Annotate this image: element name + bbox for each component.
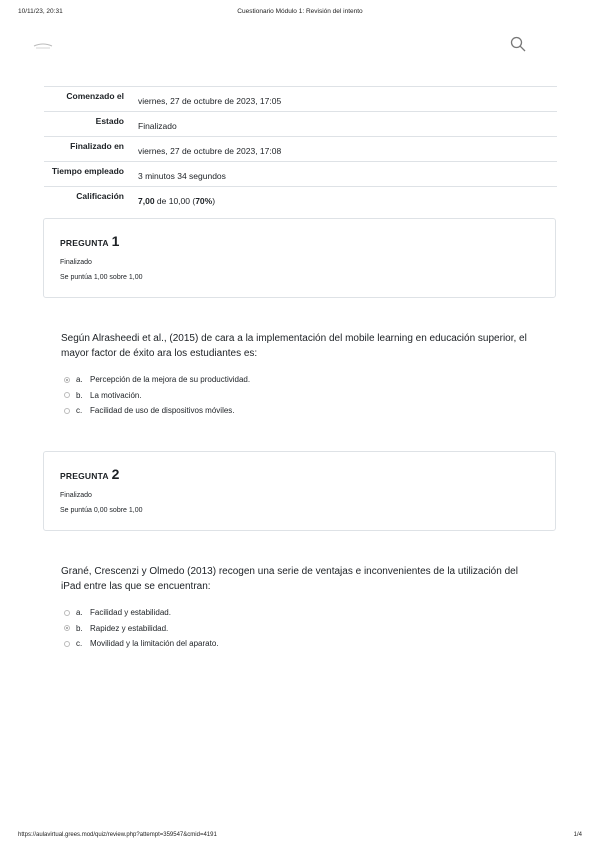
answer-letter: a. — [76, 375, 83, 385]
summary-row-started — [44, 86, 557, 112]
question-number: 1 — [111, 233, 120, 249]
print-header — [18, 8, 582, 20]
print-page-title: Cuestionario Módulo 1: Revisión del intento — [237, 8, 363, 15]
question-1-info — [43, 218, 556, 298]
summary-key: Comenzado el — [66, 91, 124, 101]
question-label: PREGUNTA — [60, 471, 109, 481]
answer-letter: a. — [76, 608, 83, 618]
question-state: Finalizado — [60, 492, 92, 499]
question-2-answers — [64, 605, 219, 652]
answer-option[interactable] — [64, 372, 250, 388]
answer-text: La motivación. — [90, 390, 142, 400]
summary-value: viernes, 27 de octubre de 2023, 17:05 — [138, 96, 282, 106]
grade-percent: 70% — [195, 196, 213, 206]
summary-grade-value — [124, 187, 215, 211]
answer-option[interactable] — [64, 403, 250, 419]
question-number: 2 — [111, 466, 120, 482]
summary-value: Finalizado — [138, 121, 177, 131]
question-1-text: Según Alrasheedi et al., (2015) de cara a la implementación del mobile learning en educación superior, el mayor factor de éxito ara los estudiantes es: — [61, 333, 527, 359]
question-label: PREGUNTA — [60, 238, 109, 248]
answer-letter: c. — [76, 406, 83, 416]
answer-letter: b. — [76, 623, 83, 633]
summary-row-finished — [44, 137, 557, 162]
answer-text: Facilidad y estabilidad. — [90, 608, 171, 618]
summary-key: Finalizado en — [70, 141, 124, 151]
grade-end: ) — [212, 196, 216, 206]
answer-letter: c. — [76, 639, 83, 649]
radio-checked-icon[interactable] — [64, 377, 70, 383]
answer-text: Facilidad de uso de dispositivos móviles. — [90, 406, 235, 416]
print-timestamp: 10/11/23, 20:31 — [18, 8, 63, 15]
question-heading — [60, 466, 539, 484]
summary-key: Calificación — [76, 191, 124, 201]
footer-url: https://aulavirtual.grees.mod/quiz/review.php?attempt=359547&cmid=4191 — [18, 832, 217, 838]
summary-row-grade — [44, 187, 557, 211]
answer-option[interactable] — [64, 388, 250, 404]
question-grade: Se puntúa 0,00 sobre 1,00 — [60, 507, 143, 514]
summary-key: Estado — [95, 116, 124, 126]
attempt-summary-table — [44, 86, 557, 211]
answer-text: Rapidez y estabilidad. — [90, 623, 169, 633]
radio-icon[interactable] — [64, 408, 70, 414]
answer-text: Movilidad y la limitación del aparato. — [90, 639, 219, 649]
question-heading — [60, 233, 539, 251]
footer-page-number: 1/4 — [573, 832, 582, 838]
answer-option[interactable] — [64, 621, 219, 637]
radio-icon[interactable] — [64, 641, 70, 647]
radio-checked-icon[interactable] — [64, 625, 70, 631]
question-grade: Se puntúa 1,00 sobre 1,00 — [60, 274, 143, 281]
answer-option[interactable] — [64, 636, 219, 652]
question-1-answers — [64, 372, 250, 419]
site-logo-icon[interactable] — [32, 40, 54, 50]
summary-key: Tiempo empleado — [51, 166, 124, 176]
grade-mid: de 10,00 ( — [154, 196, 196, 206]
search-icon[interactable] — [510, 36, 526, 52]
summary-value: 3 minutos 34 segundos — [138, 171, 226, 181]
summary-value: viernes, 27 de octubre de 2023, 17:08 — [138, 146, 282, 156]
answer-text: Percepción de la mejora de su productividad. — [90, 375, 251, 385]
radio-icon[interactable] — [64, 392, 70, 398]
question-2-info — [43, 451, 556, 531]
summary-row-time — [44, 162, 557, 187]
answer-letter: b. — [76, 390, 83, 400]
radio-icon[interactable] — [64, 610, 70, 616]
question-state: Finalizado — [60, 259, 92, 266]
question-2-text: Grané, Crescenzi y Olmedo (2013) recogen una serie de ventajas e inconvenientes de la utilización del iPad entre las que se encuentran: — [61, 566, 518, 592]
grade-score: 7,00 — [138, 196, 155, 206]
summary-row-state — [44, 112, 557, 137]
answer-option[interactable] — [64, 605, 219, 621]
